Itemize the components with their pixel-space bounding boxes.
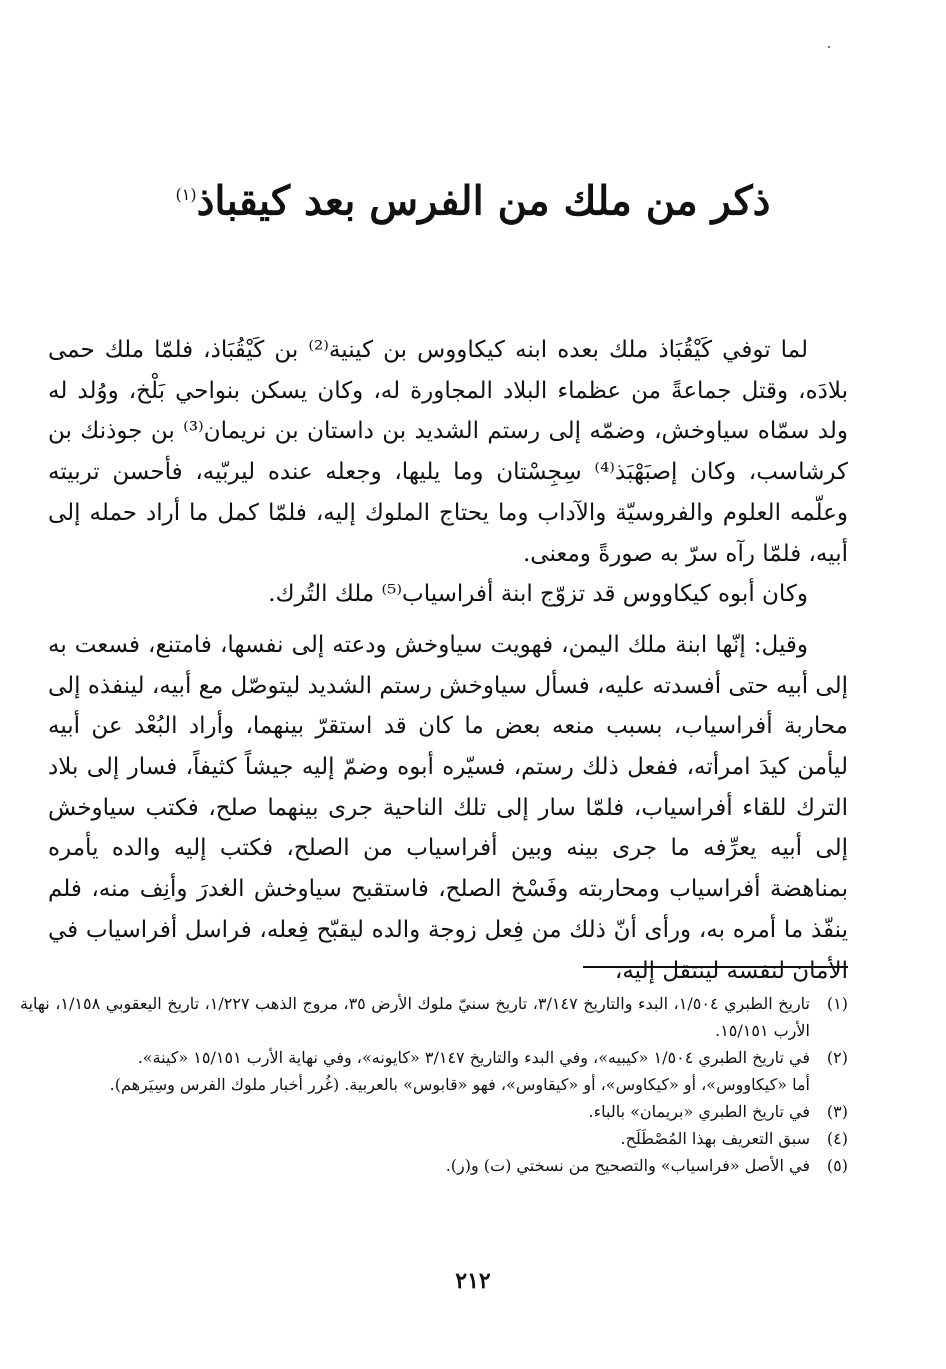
footnote-number: (٤): [826, 1129, 848, 1148]
footnote: [20, 1098, 848, 1125]
footnote-text: أما «كيكاووس»، أو «كيكاوس»، أو «كيقاوس»، فهو «قابوس» بالعربية. (غُرر أخبار ملوك الفرس وسِيَرهم).: [109, 1075, 810, 1094]
footnote-text: في تاريخ الطبري ١/٥٠٤ «كيبيه»، وفي البدء والتاريخ ٣/١٤٧ «كايونه»، وفي نهاية الأرب ١٥/١٥١ «كينة».: [137, 1048, 810, 1067]
footnote-number: [810, 1071, 848, 1098]
page-number: ٢١٢: [455, 1268, 491, 1294]
footnote-number: (٥): [826, 1156, 848, 1175]
main-text: [48, 330, 848, 991]
scan-speck: [828, 46, 830, 48]
footnote-continuation: [20, 1071, 848, 1098]
footnote: [20, 1125, 848, 1152]
footnote-text: تاريخ الطبري ١/٥٠٤، البدء والتاريخ ٣/١٤٧، تاريخ سنيّ ملوك الأرض ٣٥، مروج الذهب ١/٢٢٧، تاريخ اليعقوبي ١/١٥٨، نهاية الأرب ١٥/١٥١.: [20, 994, 811, 1040]
footnote: [20, 1044, 848, 1071]
title-footnote-ref: (١): [175, 185, 197, 204]
footnote: [20, 1152, 848, 1179]
paragraph: وكان أبوه كيكاووس قد تزوّج ابنة أفراسياب⁽⁵⁾ ملك التُرك.: [268, 581, 808, 608]
footnote-text: في الأصل «فراسياب» والتصحيح من نسختي (ت) و(ر).: [445, 1156, 810, 1175]
paragraph: لما توفي كَيْقُبَاذ ملك بعده ابنه كيكاووس بن كينية⁽²⁾ بن كَيْقُبَاذ، فلمّا ملك حمى بلادَه، وقتل جماعةً من عظماء البلاد المجاورة له، وكان يسكن بنواحي بَلْخ، ووُلد له ولد سمّاه سياوخش، وضمّه إلى رستم الشديد بن داستان بن نريمان⁽³⁾ بن جوذنك بن كرشاسب، وكان إصبَهْبَذ⁽⁴⁾ سِجِسْتان وما يليها، وجعله عنده ليربّيه، فأحسن تربيته وعلّمه العلوم والفروسيّة والآداب وما يحتاج الملوك إليه، فلمّا كمل ما أراد حمله إلى أبيه، فلمّا رآه سرّ به صورةً ومعنى.: [48, 337, 848, 567]
footnote: [20, 990, 848, 1044]
paragraph: وقيل: إنّها ابنة ملك اليمن، فهويت سياوخش ودعته إلى نفسها، فامتنع، فسعت به إلى أبيه حتى أفسدته عليه، فسأل سياوخش رستم الشديد ليتوصّل مع أبيه، لينفذه إلى محاربة أفراسياب، بسبب منعه بعض ما كان قد استقرّ بينهما، وأراد البُعْد عن أبيه ليأمن كيدَ امرأته، ففعل ذلك رستم، فسيّره أبوه وضمّ إليه جيشاً كثيفاً، فسار إلى بلاد الترك للقاء أفراسياب، فلمّا سار إلى تلك الناحية جرى بينهما صلح، فكتب سياوخش إلى أبيه يعرِّفه ما جرى بينه وبين أفراسياب من الصلح، فكتب إليه والده يأمره بمناهضة أفراسياب ومحاربته وفَسْخ الصلح، فاستقبح سياوخش الغدرَ وأنِف منه، فلم ينفّذ ما أمره به، ورأى أنّ ذلك من فِعل زوجة والده ليقبّح فِعله، فراسل أفراسياب في الأمان لنفسه لينتقل إليه،: [48, 631, 848, 984]
footnote-text: في تاريخ الطبري «بريمان» بالباء.: [588, 1102, 810, 1121]
footnote-separator: [583, 966, 848, 968]
footnote-text: سبق التعريف بهذا المُصْطَلَح.: [620, 1129, 810, 1148]
footnote-number: (٣): [826, 1102, 848, 1121]
footnote-number: (٢): [826, 1048, 848, 1067]
chapter-title-text: ذكر من ملك من الفرس بعد كيقباذ: [196, 177, 771, 225]
footnotes: [20, 990, 848, 1179]
footnote-number: (١): [826, 994, 848, 1013]
chapter-title: [80, 168, 866, 228]
